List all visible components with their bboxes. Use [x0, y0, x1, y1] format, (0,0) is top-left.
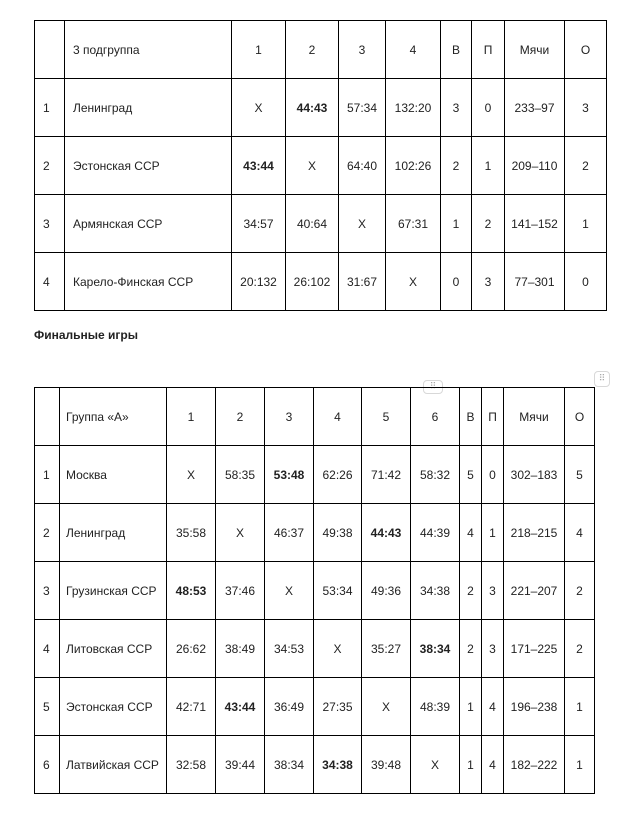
- team-name-cell: Эстонская ССР: [65, 137, 232, 195]
- wins-cell: 2: [460, 620, 482, 678]
- team-name-cell: Эстонская ССР: [60, 678, 167, 736]
- points-cell: 2: [565, 620, 595, 678]
- balls-cell: 233–97: [505, 79, 565, 137]
- wins-cell: 5: [460, 446, 482, 504]
- points-cell: 1: [565, 736, 595, 794]
- score-cell: 62:26: [314, 446, 362, 504]
- column-header: 3: [265, 388, 314, 446]
- group-title-cell: 3 подгруппа: [65, 21, 232, 79]
- column-header: 5: [362, 388, 411, 446]
- score-cell: X: [339, 195, 386, 253]
- losses-cell: 3: [482, 562, 504, 620]
- table-row: [35, 620, 595, 678]
- points-cell: 1: [565, 195, 607, 253]
- score-cell: 40:64: [286, 195, 339, 253]
- points-cell: 2: [565, 137, 607, 195]
- table-row: [35, 446, 595, 504]
- score-cell: 44:43: [362, 504, 411, 562]
- points-cell: 2: [565, 562, 595, 620]
- column-header: Мячи: [504, 388, 565, 446]
- subgroup-3-table: [34, 20, 607, 311]
- score-cell: X: [411, 736, 460, 794]
- score-cell: 39:48: [362, 736, 411, 794]
- drag-handle-icon[interactable]: ⠿: [423, 380, 443, 394]
- table-row: [35, 562, 595, 620]
- score-cell: 44:43: [286, 79, 339, 137]
- losses-cell: 1: [472, 137, 505, 195]
- score-cell: X: [232, 79, 286, 137]
- column-header: Мячи: [505, 21, 565, 79]
- score-cell: 49:36: [362, 562, 411, 620]
- column-header: В: [441, 21, 472, 79]
- row-number-cell: 3: [35, 195, 65, 253]
- team-name-cell: Армянская ССР: [65, 195, 232, 253]
- score-cell: 38:49: [216, 620, 265, 678]
- team-name-cell: Ленинград: [60, 504, 167, 562]
- score-cell: 34:53: [265, 620, 314, 678]
- score-cell: 27:35: [314, 678, 362, 736]
- column-header: 6: [411, 388, 460, 446]
- score-cell: 64:40: [339, 137, 386, 195]
- score-cell: 39:44: [216, 736, 265, 794]
- losses-cell: 4: [482, 678, 504, 736]
- score-cell: X: [167, 446, 216, 504]
- score-cell: 34:38: [314, 736, 362, 794]
- score-cell: 32:58: [167, 736, 216, 794]
- row-number-cell: 3: [35, 562, 60, 620]
- score-cell: 42:71: [167, 678, 216, 736]
- column-header: 1: [167, 388, 216, 446]
- column-header: О: [565, 21, 607, 79]
- header-row: [35, 21, 607, 79]
- score-cell: 26:102: [286, 253, 339, 311]
- column-header: 1: [232, 21, 286, 79]
- table-row: [35, 79, 607, 137]
- row-number-cell: 4: [35, 620, 60, 678]
- score-cell: 48:39: [411, 678, 460, 736]
- score-cell: X: [286, 137, 339, 195]
- losses-cell: 1: [482, 504, 504, 562]
- row-number-cell: 1: [35, 446, 60, 504]
- score-cell: 49:38: [314, 504, 362, 562]
- table-row: [35, 195, 607, 253]
- score-cell: 43:44: [232, 137, 286, 195]
- team-name-cell: Литовская ССР: [60, 620, 167, 678]
- score-cell: 57:34: [339, 79, 386, 137]
- score-cell: 38:34: [265, 736, 314, 794]
- score-cell: X: [265, 562, 314, 620]
- points-cell: 1: [565, 678, 595, 736]
- drag-handle-icon[interactable]: ⠿: [594, 371, 610, 387]
- score-cell: 102:26: [386, 137, 441, 195]
- header-empty-cell: [35, 388, 60, 446]
- wins-cell: 2: [441, 137, 472, 195]
- table-row: [35, 736, 595, 794]
- score-cell: 58:32: [411, 446, 460, 504]
- score-cell: 48:53: [167, 562, 216, 620]
- balls-cell: 182–222: [504, 736, 565, 794]
- score-cell: 35:27: [362, 620, 411, 678]
- losses-cell: 0: [482, 446, 504, 504]
- losses-cell: 3: [482, 620, 504, 678]
- wins-cell: 1: [460, 678, 482, 736]
- score-cell: X: [362, 678, 411, 736]
- losses-cell: 4: [482, 736, 504, 794]
- team-name-cell: Карело-Финская ССР: [65, 253, 232, 311]
- score-cell: 26:62: [167, 620, 216, 678]
- team-name-cell: Латвийская ССР: [60, 736, 167, 794]
- score-cell: 58:35: [216, 446, 265, 504]
- balls-cell: 141–152: [505, 195, 565, 253]
- column-header: 2: [216, 388, 265, 446]
- wins-cell: 4: [460, 504, 482, 562]
- balls-cell: 218–215: [504, 504, 565, 562]
- balls-cell: 171–225: [504, 620, 565, 678]
- score-cell: 34:38: [411, 562, 460, 620]
- score-cell: 71:42: [362, 446, 411, 504]
- score-cell: 53:34: [314, 562, 362, 620]
- points-cell: 3: [565, 79, 607, 137]
- wins-cell: 2: [460, 562, 482, 620]
- column-header: 2: [286, 21, 339, 79]
- row-number-cell: 1: [35, 79, 65, 137]
- group-a-table: [34, 387, 595, 794]
- score-cell: 53:48: [265, 446, 314, 504]
- row-number-cell: 6: [35, 736, 60, 794]
- row-number-cell: 2: [35, 137, 65, 195]
- table-row: [35, 253, 607, 311]
- column-header: В: [460, 388, 482, 446]
- points-cell: 5: [565, 446, 595, 504]
- row-number-cell: 4: [35, 253, 65, 311]
- column-header: П: [482, 388, 504, 446]
- score-cell: 20:132: [232, 253, 286, 311]
- score-cell: 34:57: [232, 195, 286, 253]
- score-cell: 31:67: [339, 253, 386, 311]
- group-title-cell: Группа «А»: [60, 388, 167, 446]
- team-name-cell: Грузинская ССР: [60, 562, 167, 620]
- wins-cell: 1: [460, 736, 482, 794]
- row-number-cell: 5: [35, 678, 60, 736]
- score-cell: 38:34: [411, 620, 460, 678]
- score-cell: X: [216, 504, 265, 562]
- wins-cell: 3: [441, 79, 472, 137]
- score-cell: 46:37: [265, 504, 314, 562]
- header-row: [35, 388, 595, 446]
- team-name-cell: Ленинград: [65, 79, 232, 137]
- score-cell: 43:44: [216, 678, 265, 736]
- balls-cell: 196–238: [504, 678, 565, 736]
- team-name-cell: Москва: [60, 446, 167, 504]
- score-cell: 37:46: [216, 562, 265, 620]
- table-row: [35, 504, 595, 562]
- column-header: 3: [339, 21, 386, 79]
- column-header: 4: [314, 388, 362, 446]
- score-cell: 67:31: [386, 195, 441, 253]
- column-header: П: [472, 21, 505, 79]
- balls-cell: 221–207: [504, 562, 565, 620]
- score-cell: X: [386, 253, 441, 311]
- wins-cell: 1: [441, 195, 472, 253]
- row-number-cell: 2: [35, 504, 60, 562]
- balls-cell: 302–183: [504, 446, 565, 504]
- column-header: 4: [386, 21, 441, 79]
- header-empty-cell: [35, 21, 65, 79]
- wins-cell: 0: [441, 253, 472, 311]
- final-games-heading: Финальные игры: [34, 328, 138, 342]
- score-cell: 132:20: [386, 79, 441, 137]
- losses-cell: 2: [472, 195, 505, 253]
- column-header: О: [565, 388, 595, 446]
- score-cell: 35:58: [167, 504, 216, 562]
- table-row: [35, 137, 607, 195]
- table-row: [35, 678, 595, 736]
- balls-cell: 209–110: [505, 137, 565, 195]
- score-cell: 36:49: [265, 678, 314, 736]
- balls-cell: 77–301: [505, 253, 565, 311]
- score-cell: 44:39: [411, 504, 460, 562]
- points-cell: 0: [565, 253, 607, 311]
- score-cell: X: [314, 620, 362, 678]
- losses-cell: 0: [472, 79, 505, 137]
- losses-cell: 3: [472, 253, 505, 311]
- points-cell: 4: [565, 504, 595, 562]
